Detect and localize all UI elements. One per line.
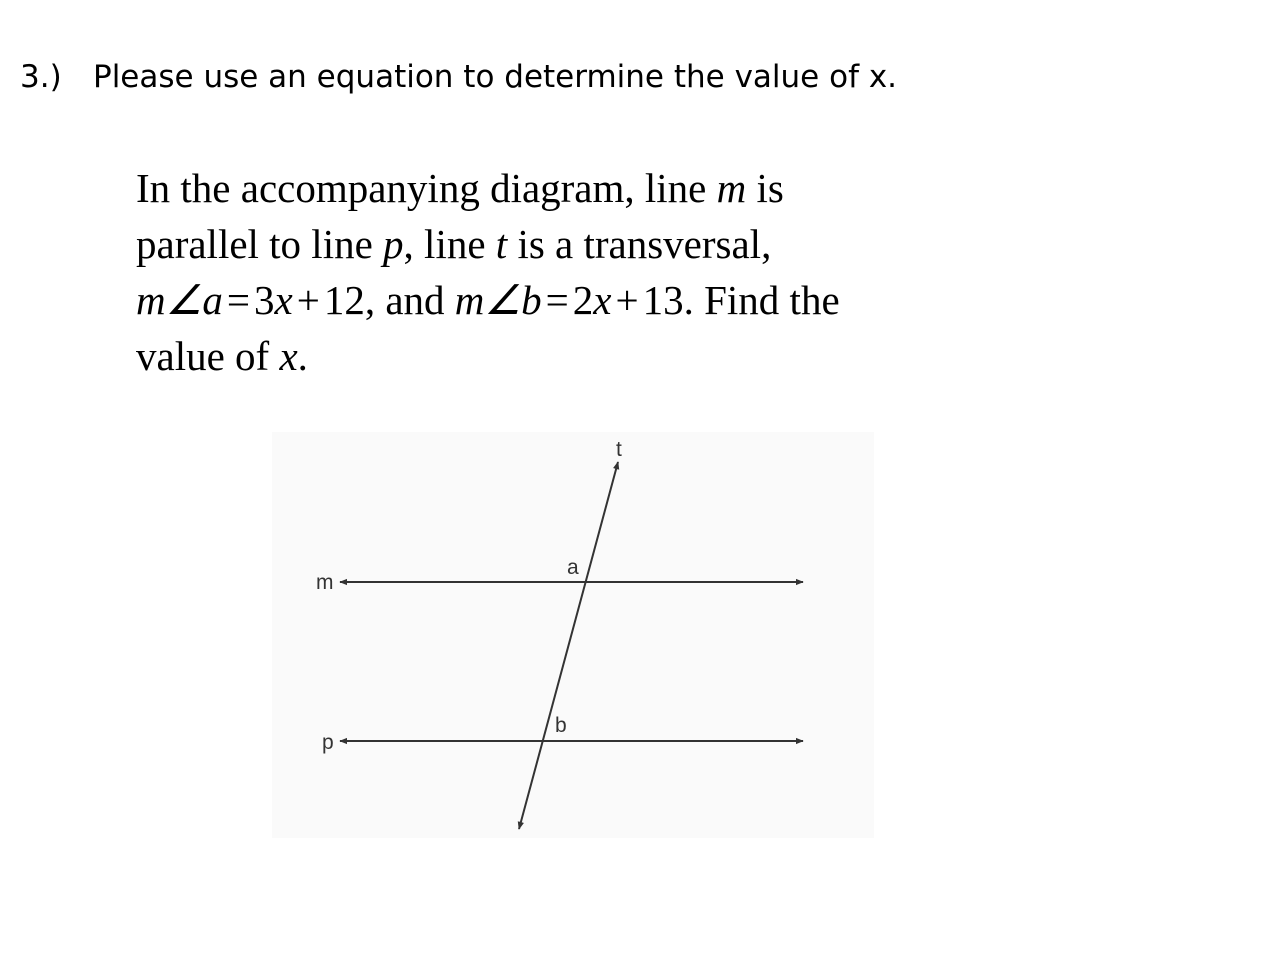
plus-sign-b: + (615, 277, 639, 323)
plus-sign-a: + (296, 277, 320, 323)
problem-line-3-tail: . Find the (683, 277, 840, 323)
angle-b-measure: m∠b (454, 277, 542, 323)
problem-line-3-sep: , and (364, 277, 445, 323)
expr-b-var: x (593, 277, 612, 323)
var-x: x (279, 333, 298, 379)
label-t: t (616, 438, 622, 461)
diagram-svg (272, 432, 874, 838)
label-angle-a: a (567, 556, 579, 579)
problem-line-3 (136, 272, 1036, 328)
expr-a-var: x (274, 277, 293, 323)
parallel-lines-diagram (272, 432, 874, 838)
diagram-background (272, 432, 874, 838)
problem-line-2 (136, 216, 1036, 272)
expr-b-const: 13 (642, 277, 684, 323)
problem-line-1-tail: is (756, 165, 784, 211)
problem-line-1-text: In the accompanying diagram, line (136, 165, 707, 211)
equals-sign-a: = (226, 277, 250, 323)
question-prompt: Please use an equation to determine the value of x. (93, 59, 898, 95)
expr-a-const: 12 (323, 277, 365, 323)
problem-line-2-mid: , line (403, 221, 486, 267)
problem-line-2-lead: parallel to line (136, 221, 373, 267)
question-number: 3.) (20, 59, 62, 95)
problem-line-4-tail: . (297, 333, 308, 379)
equals-sign-b: = (545, 277, 569, 323)
expr-a-coef: 3 (254, 277, 275, 323)
problem-statement (136, 160, 1036, 384)
angle-a-measure: m∠a (136, 277, 223, 323)
problem-line-4 (136, 328, 1036, 384)
expr-b-coef: 2 (572, 277, 594, 323)
label-m: m (316, 571, 334, 594)
label-p: p (322, 731, 334, 754)
var-t: t (495, 221, 508, 267)
problem-line-4-lead: value of (136, 333, 270, 379)
problem-line-2-tail: is a transversal, (517, 221, 772, 267)
problem-line-1 (136, 160, 1036, 216)
question-header (20, 55, 897, 99)
var-p: p (383, 221, 404, 267)
var-m: m (716, 165, 747, 211)
label-angle-b: b (555, 714, 567, 737)
